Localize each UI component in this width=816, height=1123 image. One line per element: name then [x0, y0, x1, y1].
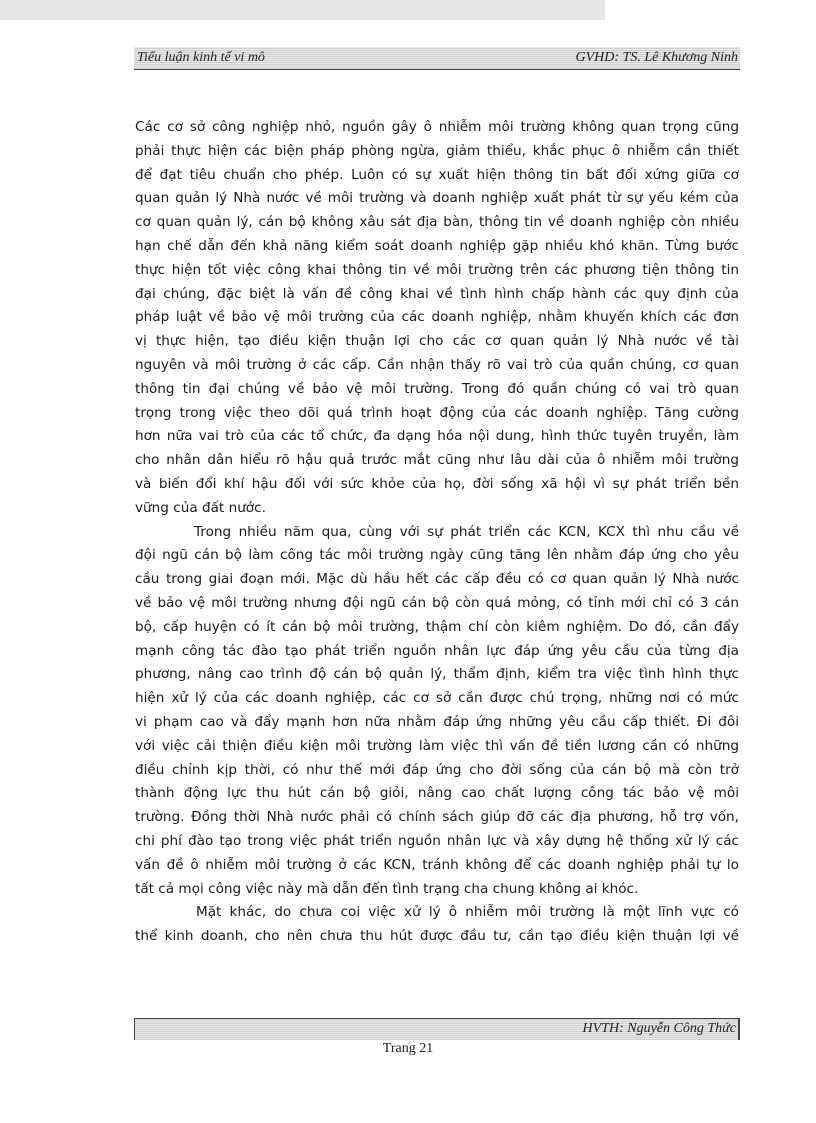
- text-line: nguyên và môi trường ở các cấp. Cần nhận thấy rõ vai trò của quần chúng, cơ quan: [135, 356, 739, 373]
- text-line: chi phí đào tạo trong việc phát triển nguồn nhân lực và xây dựng hệ thống xử lý các: [135, 832, 739, 849]
- text-line: vi phạm cao và đẩy mạnh hơn nữa nhằm đáp ứng những yêu cầu cấp thiết. Đi đôi: [135, 713, 739, 730]
- text-line: thông tin đại chúng về bảo vệ môi trường. Trong đó quần chúng có vai trò quan: [135, 380, 739, 397]
- body-text: [135, 116, 739, 949]
- text-line: thể kinh doanh, cho nên chưa thu hút được đầu tư, cần tạo điều kiện thuận lợi về: [135, 928, 739, 945]
- text-line: vấn đề ô nhiễm môi trường ở các KCN, tránh không để các doanh nghiệp phải tự lo: [135, 856, 739, 873]
- text-line: đại chúng, đặc biệt là vấn đề công khai về tình hình chấp hành các quy định của: [135, 285, 739, 302]
- text-line: cầu trong giai đoạn mới. Mặc dù hầu hết các cấp đều có cơ quan quản lý Nhà nước: [135, 571, 739, 588]
- text-line: phải thực hiện các biện pháp phòng ngừa, giảm thiểu, khắc phục ô nhiễm cần thiết: [135, 142, 739, 159]
- top-gray-bar: [0, 0, 605, 20]
- page-number: Trang 21: [382, 1041, 434, 1056]
- text-line: với việc cải thiện điều kiện môi trường làm việc thì vấn đề tiền lương cần có những: [135, 737, 739, 754]
- text-line: cho nhân dân hiểu rõ hậu quả trước mắt cũng như lâu dài của ô nhiễm môi trường: [135, 452, 739, 469]
- text-line: và biến đổi khí hậu đối với sức khỏe của họ, đời sống xã hội vì sự phát triển bền: [135, 475, 739, 492]
- text-line: cơ quan quản lý, cán bộ không xâu sát địa bàn, thông tin về doanh nghiệp còn nhiều: [135, 214, 739, 231]
- text-line: trường. Đồng thời Nhà nước phải có chính sách giúp đỡ các địa phương, hỗ trợ vốn,: [135, 809, 739, 826]
- footer-author: HVTH: Nguyễn Công Thức: [582, 1021, 736, 1036]
- text-line: phương, nâng cao trình độ cán bộ quản lý, thẩm định, kiểm tra việc tình hình thực: [135, 666, 739, 683]
- header-left-title: Tiểu luận kinh tế vi mô: [137, 50, 265, 65]
- text-line: mạnh công tác đào tạo phát triển nguồn nhân lực đáp ứng yêu cầu của từng địa: [135, 642, 739, 659]
- text-line: quan quản lý Nhà nước về môi trường và doanh nghiệp xuất phát từ sự yếu kém của: [135, 190, 739, 207]
- text-line: hạn chế dẫn đến khả năng kiểm soát doanh nghiệp gặp nhiều khó khăn. Từng bước: [135, 237, 739, 254]
- text-line: để đạt tiêu chuẩn cho phép. Luôn có sự xuất hiện thông tin bất đối xứng giữa cơ: [135, 166, 739, 183]
- text-line: hiện xử lý của các doanh nghiệp, các cơ sở cần được chú trọng, những nơi có mức: [135, 690, 739, 707]
- text-line: Các cơ sở công nghiệp nhỏ, nguồn gây ô nhiễm môi trường không quan trọng cũng: [135, 119, 739, 135]
- text-line: vững của đất nước.: [135, 499, 266, 516]
- text-line: vị thực hiện, tạo điều kiện thuận lợi cho các cơ quan quản lý Nhà nước về tài: [135, 333, 739, 350]
- text-line: thực hiện tốt việc công khai thông tin về môi trường trên các phương tiện thông tin: [135, 261, 739, 278]
- text-line: pháp luật về bảo vệ môi trường của các doanh nghiệp, nhằm khuyến khích các đơn: [135, 309, 739, 326]
- text-line: Trong nhiều năm qua, cùng với sự phát triển các KCN, KCX thì nhu cầu về: [194, 523, 739, 540]
- text-line: về bảo vệ môi trường nhưng đội ngũ cán bộ còn quá mỏng, có tỉnh mới chỉ có 3 cán: [135, 594, 739, 611]
- text-line: tất cả mọi công việc này mà dẫn đến tình trạng cha chung không ai khóc.: [135, 880, 639, 897]
- text-line: bộ, cấp huyện có ít cán bộ môi trường, thậm chí còn kiêm nghiệm. Do đó, cần đẩy: [135, 618, 739, 635]
- header-right-advisor: GVHD: TS. Lê Khương Ninh: [575, 50, 738, 65]
- text-line: hơn nữa vai trò của các tổ chức, đa dạng hóa nội dung, hình thức tuyên truyền, làm: [135, 428, 739, 445]
- text-line: Mặt khác, do chưa coi việc xử lý ô nhiễm môi trường là một lĩnh vực có: [196, 904, 739, 921]
- text-line: thành động lực thu hút cán bộ giỏi, nâng cao chất lượng công tác bảo vệ môi: [135, 785, 739, 802]
- text-line: đội ngũ cán bộ làm công tác môi trường ngày cũng tăng lên nhằm đáp ứng cho yêu: [135, 547, 739, 564]
- text-line: điều chỉnh kịp thời, có như thế mới đáp ứng cho đời sống của cán bộ mà còn trở: [135, 761, 739, 778]
- text-line: trọng trong việc theo dõi quá trình hoạt động của các doanh nghiệp. Tăng cường: [135, 404, 739, 421]
